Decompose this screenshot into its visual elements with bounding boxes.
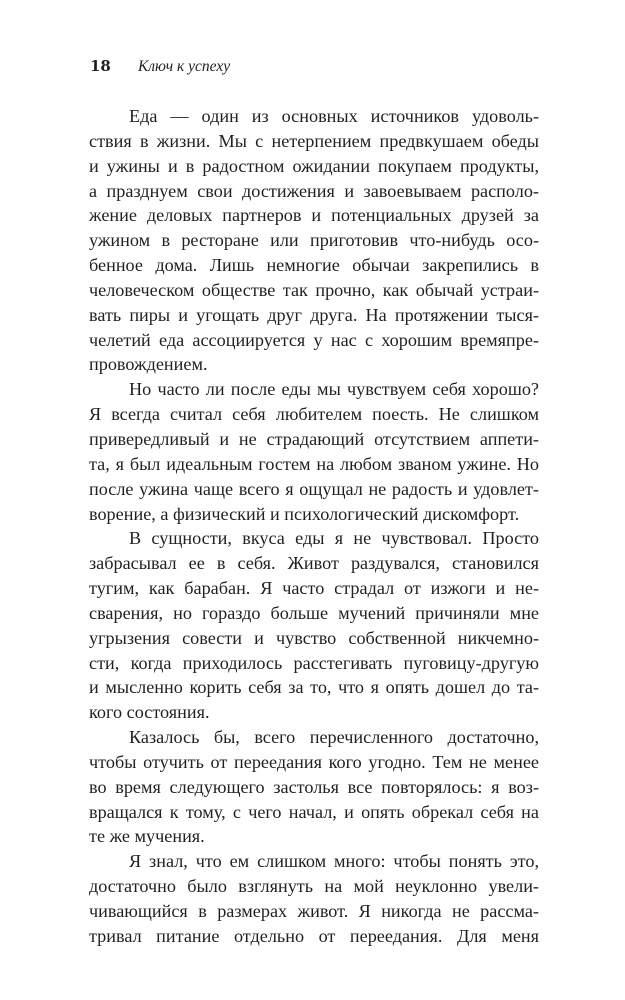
page-number: 18 [90, 57, 111, 75]
paragraph-2 [89, 377, 539, 526]
text-line: та, я был идеальным гостем на любом званом ужине. Но [89, 453, 539, 474]
text-line: провождением. [89, 354, 208, 375]
text-line: челетий еда ассоциируется у нас с хорошим времяпре- [89, 329, 539, 350]
text-line: угрызения совести и чувство собственной никчемно- [89, 627, 539, 648]
text-line: Еда — один из основных источников удоволь- [129, 106, 539, 126]
text-line: ствия в жизни. Мы с нетерпением предвкушаем обеды [89, 130, 539, 151]
text-line: достаточно было взглянуть на мой неуклонно увели- [89, 876, 539, 897]
text-line: во время следующего застолья все повторялось: я воз- [89, 776, 539, 797]
text-line: а празднуем свои достижения и завоевываем располо- [89, 180, 539, 201]
paragraph-3 [89, 526, 539, 725]
text-line: бенное дома. Лишь немногие обычаи закрепились в [89, 255, 539, 276]
text-line: вращался к тому, с чего начал, и опять обрекал себя на [89, 801, 539, 822]
text-line: чтобы отучить от переедания кого угодно. Тем не менее [89, 751, 539, 772]
paragraph-1 [89, 104, 539, 377]
text-line: те же мучения. [89, 826, 205, 847]
text-line: Я знал, что ем слишком много: чтобы понять это, [129, 851, 539, 872]
text-line: сварения, но гораздо больше мучений причиняли мне [89, 602, 539, 623]
text-line: после ужина чаще всего я ощущал не радость и удовлет- [89, 478, 539, 499]
text-line: и ужины и в радостном ожидании покупаем продукты, [89, 155, 539, 176]
text-line: Казалось бы, всего перечисленного достаточно, [129, 727, 539, 748]
text-line: и мысленно корить себя за то, что я опять дошел до та- [89, 677, 539, 698]
text-line: жение деловых партнеров и потенциальных друзей за [89, 205, 539, 226]
text-line: тривал питание отдельно от переедания. Для меня [89, 925, 539, 946]
text-line: Я всегда считал себя любителем поесть. Не слишком [89, 404, 539, 425]
paragraph-5 [89, 849, 539, 948]
text-line: ворение, а физический и психологический дискомфорт. [89, 503, 520, 524]
text-line: сти, когда приходилось расстегивать пуговицу-другую [89, 652, 539, 673]
text-line: тугим, как барабан. Я часто страдал от изжоги и не- [89, 578, 539, 599]
text-line: чивающийся в размерах живот. Я никогда не рассма- [89, 901, 539, 921]
body-text [89, 104, 539, 949]
text-line: забрасывал ее в себя. Живот раздувался, становился [89, 553, 539, 574]
text-line: вать пиры и угощать друг друга. На протяжении тыся- [89, 304, 539, 325]
text-line: Но часто ли после еды мы чувствуем себя хорошо? [129, 379, 539, 400]
text-line: В сущности, вкуса еды я не чувствовал. Просто [129, 528, 539, 549]
running-head [90, 57, 230, 79]
text-line: привередливый и не страдающий отсутствием аппети- [89, 428, 539, 449]
text-line: кого состояния. [89, 702, 210, 723]
text-line: ужином в ресторане или приготовив что-нибудь осо- [89, 230, 539, 251]
paragraph-4 [89, 725, 539, 849]
text-line: человеческом обществе так прочно, как обычай устраи- [89, 279, 539, 300]
book-title: Ключ к успеху [138, 58, 231, 75]
